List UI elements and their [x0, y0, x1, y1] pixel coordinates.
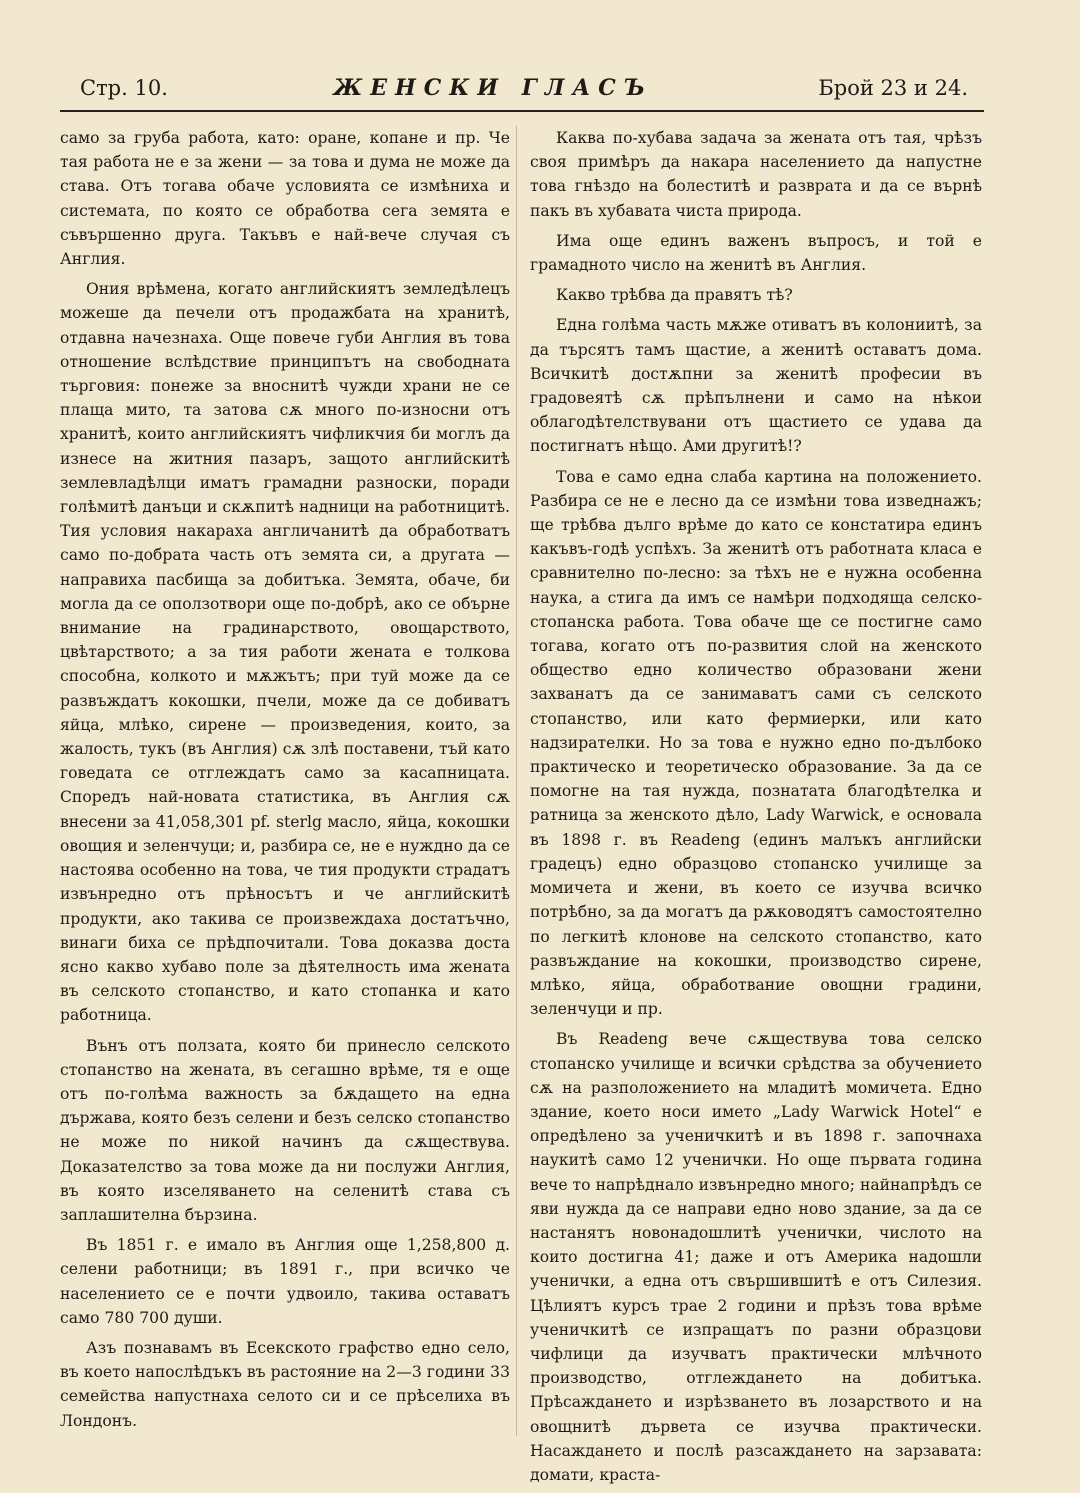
- right-column: [530, 126, 982, 1493]
- page-header: [80, 72, 968, 104]
- paragraph: Има още единъ важенъ въпросъ, и той е грамадното число на женитѣ въ Англия.: [530, 231, 982, 275]
- paragraph: Вънъ отъ ползата, която би принесло селското стопанство на жената, въ сегашно врѣме, тя е още отъ по-голѣма важность за бѫдащето на една държава, която безъ селени и безъ селско стопанство не може по никой начинъ да сѫществува. Доказателство за това може да ни послужи Англия, въ която изселяването на селенитѣ става съ заплашителна бързина.: [60, 1036, 510, 1224]
- paragraph: Каква по-хубава задача за жената отъ тая, чрѣзъ своя примѣръ да накара населението да напустне това гнѣздо на болеститѣ и разврата и да се върнѣ пакъ въ хубавата чиста природа.: [530, 129, 982, 220]
- column-divider: [516, 126, 517, 1436]
- paragraph: Това е само една слаба картина на положението. Разбира се не е лесно да се измѣни това изведнажъ; ще трѣбва дълго врѣме до като се констатира единъ какъвъ-годѣ успѣхъ. За женитѣ отъ работната класа е сравнително по-лесно: за тѣхъ не е нужна особенна наука, а стига да имъ се намѣри подходяща селско-стопанска работа. Това обаче ще се постигне само тогава, когато отъ по-развития слой на женското общество едно количество образовани жени захванатъ да се занимаватъ сами съ селското стопанство, или като фермиерки, или като надзирателки. Но за това е нужно едно по-дълбоко практическо и теоретическо образование. За да се помогне на тая нужда, познатата благодѣтелка и ратница за женското дѣло, Lady Warwick, е основала въ 1898 г. въ Readeng (единъ малъкъ английски градецъ) едно образцово стопанско училище за момичета и жени, въ което се изучва всичко потрѣбно, за да могатъ да рѫководятъ самостоятелно по легкитѣ клонове на селското стопанство, като развъждание на кокошки, производство сирене, млѣко, яйца, обработвание овощни градини, зеленчуци и пр.: [530, 467, 982, 1019]
- paragraph: Въ Readeng вече сѫществува това селско стопанско училище и всички срѣдства за обучението сѫ на разположението на младитѣ момичета. Едно здание, което носи името „Lady Warwick Hotel“ е опредѣлено за ученичкитѣ и въ 1898 г. започнаха наукитѣ само 12 ученички. Но още първата година вече то напрѣднало извънредно много; найнапрѣдъ се яви нужда да се направи едно ново здание, за да се настанятъ новонадошлитѣ ученички, числото на които достигна 41; даже и отъ Америка надошли ученички, а една отъ свършившитѣ е отъ Силезия. Цѣлиятъ курсъ трае 2 години и прѣзъ това врѣме ученичкитѣ се изпращатъ по разни образцови чифлици да изучватъ практически млѣчното производство, отглеждането на добитъка. Прѣсаждането и изрѣзването въ лозарството и на овощнитѣ дървета се изучва практически. Насаждането и послѣ разсаждането на зарзавата: домати, краста-: [530, 1030, 982, 1484]
- issue-number: Брой 23 и 24.: [818, 76, 968, 100]
- paragraph: Една голѣма часть мѫже отиватъ въ колониитѣ, за да търсятъ тамъ щастие, а женитѣ оставатъ дома. Всичкитѣ достѫпни за женитѣ професии въ градовеятѣ сѫ прѣпълнени и само на нѣкои облагодѣтелствувани отъ щастието се удава да постигнатъ нѣщо. Ами другитѣ!?: [530, 316, 982, 456]
- paragraph: Какво трѣбва да правятъ тѣ?: [556, 286, 793, 305]
- paragraph: Азъ познавамъ въ Есекското графство едно село, въ което напослѣдъкъ въ растояние на 2—3 години 33 семейства напустнаха селото си и се прѣселиха въ Лондонъ.: [60, 1338, 510, 1430]
- paragraph: Ония врѣмена, когато английскиятъ земледѣлецъ можеше да печели отъ продажбата на хранитѣ, отдавна начезнаха. Още повече губи Англия въ това отношение вслѣдствие принципътъ на свободната търговия: понеже за вноснитѣ чужди храни не се плаща мито, та затова сѫ много по-износни отъ хранитѣ, които английскиятъ чифликчия би моглъ да изнесе на житния пазаръ, защото английскитѣ землевладѣлци иматъ грамадни разноски, поради голѣмитѣ данъци и скѫпитѣ надници на работницитѣ. Тия условия накараха англичанитѣ да обработватъ само по-добрата часть отъ земята си, а другата — направиха пасбища за добитъка. Земята, обаче, би могла да се оползотвори още по-добрѣ, ако се обърне внимание на градинарството, овощарството, цвѣтарството; а за тия работи жената е толкова способна, колкото и мѫжътъ; при туй може да се развъждатъ кокошки, пчели, може да се добиватъ яйца, млѣко, сирене — произведения, които, за жалость, тукъ (въ Англия) сѫ злѣ поставени, тъй като говедата се отглеждатъ само за касапницата. Споредъ най-новата статистика, въ Англия сѫ внесени за 41,058,301 pf. sterlg масло, яйца, кокошки овощия и зеленчуци; и, разбира се, не е нуждно да се настоява особенно на това, че тия продукти страдатъ извънредно отъ прѣносътъ и че английскитѣ продукти, ако такива се произвеждаха достатъчно, винаги биха се прѣдпочитали. Това доказва доста ясно какво хубаво поле за дѣятелность има жената въ селското стопанство, и като стопанка и като работница.: [60, 280, 510, 1025]
- paragraph: само за груба работа, като: оране, копане и пр. Че тая работа не е за жени — за това и дума не може да става. Отъ тогава обаче условията се измѣниха и системата, по която се обработва сега земята е съвършенно друга. Такъвъ е най-вече случая съ Англия.: [60, 129, 510, 269]
- paragraph: Въ 1851 г. е имало въ Англия още 1,258,800 д. селени работници; въ 1891 г., при всичко че населението се е почти удвоило, такива оставатъ само 780 700 души.: [60, 1236, 510, 1327]
- newspaper-title: ЖЕНСКИ ГЛАСЪ: [333, 75, 653, 101]
- left-column: [60, 126, 510, 1439]
- page-number: Стр. 10.: [80, 76, 168, 100]
- header-rule: [60, 110, 984, 112]
